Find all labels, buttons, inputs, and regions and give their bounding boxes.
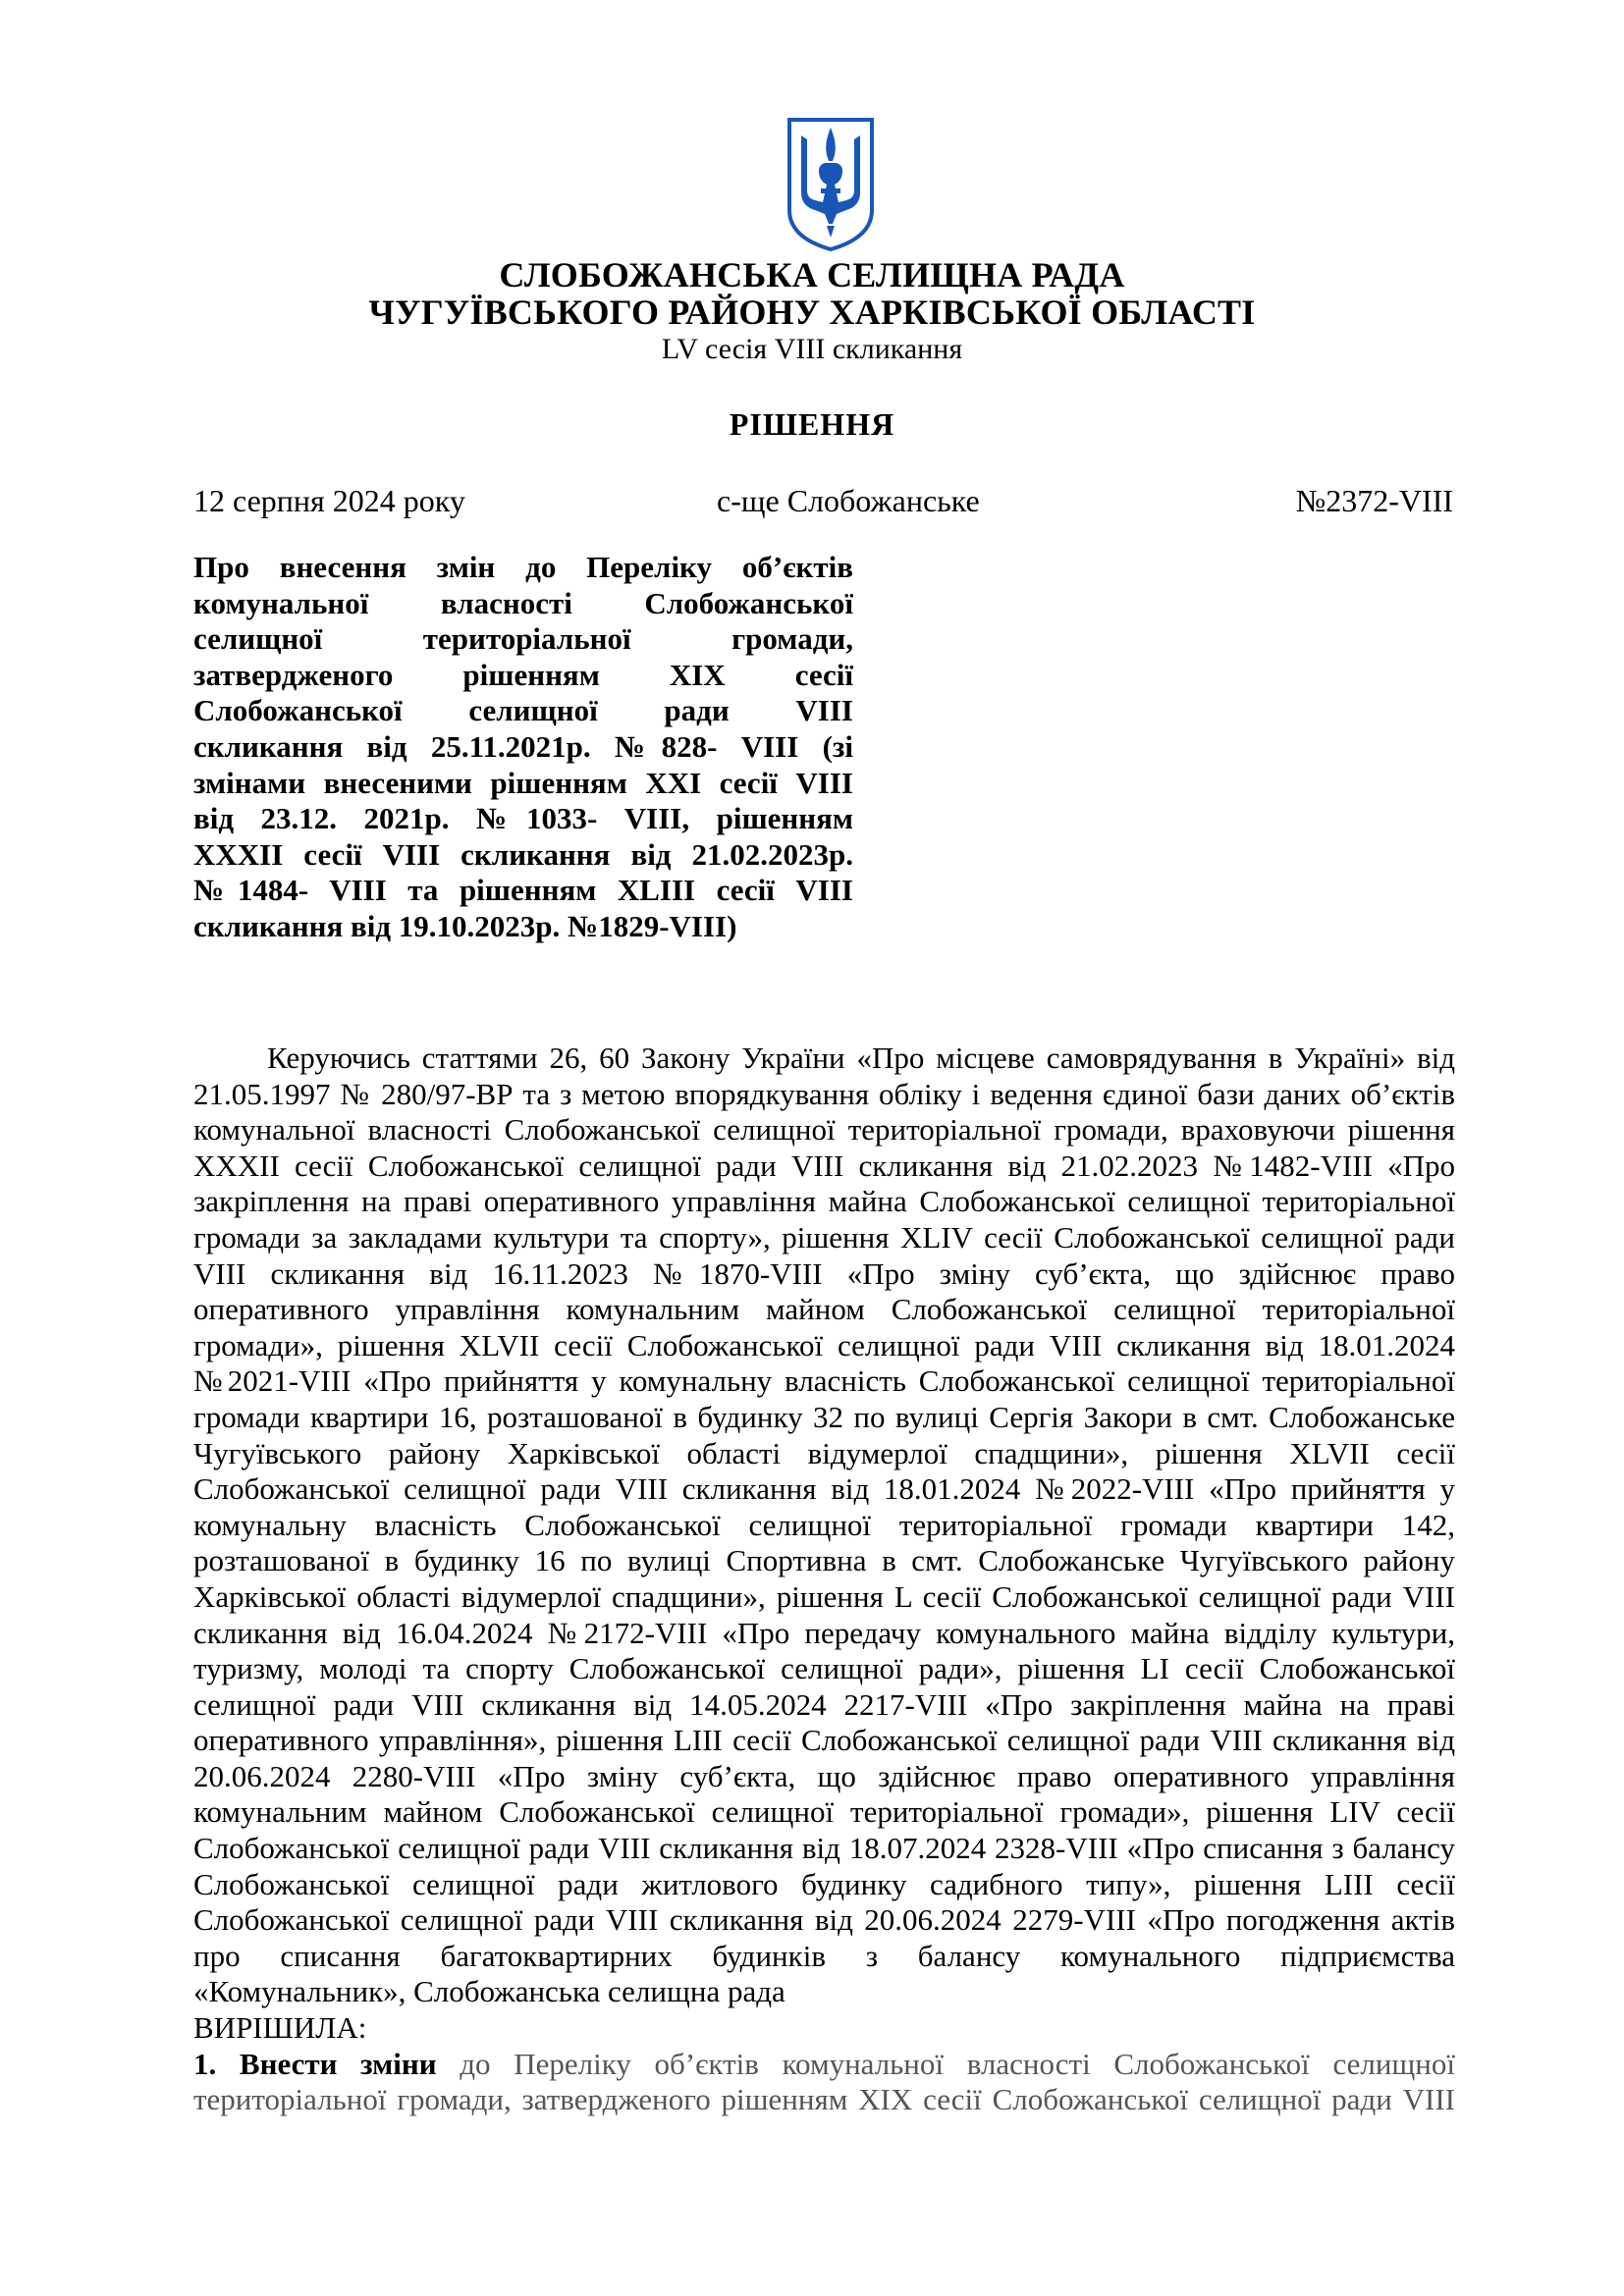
body-line: Чугуївського району Харківської області відумерлої спадщини», рішення XLVII сесії — [193, 1435, 1455, 1470]
body-line: XXXII сесії Слобожанської селищної ради VIII скликання від 21.02.2023 №1482-VIII «Про — [193, 1148, 1455, 1183]
item-1-line-2: територіальної громади, затвердженого рішенням XIX сесії Слобожанської селищної ради VIII — [193, 2082, 1455, 2117]
body-line: Керуючись статтями 26, 60 Закону України «Про місцеве самоврядування в Україні» від — [267, 1041, 1455, 1075]
body-line: про списання багатоквартирних будинків з балансу комунального підприємства — [193, 1938, 1455, 1973]
subject-line: змінами внесеними рішенням XXI сесії VIII — [193, 765, 853, 800]
subject-line: скликання від 25.11.2021р. №828- VIII (зі — [193, 728, 853, 764]
item-1-rest: до Переліку об’єктів комунальної власності Слобожанської селищної — [436, 2046, 1455, 2081]
body-line: Харківської області відумерлої спадщини», рішення L сесії Слобожанської селищної ради VIII — [193, 1578, 1455, 1614]
decision-place: с-ще Слобожанське — [717, 483, 980, 518]
body-line: 20.06.2024 2280-VIII «Про зміну суб’єкта, що здійснює право оперативного управління — [193, 1758, 1455, 1793]
body-line: оперативного управління», рішення LIII сесії Слобожанської селищної ради VIII скликання від — [193, 1723, 1455, 1758]
subject-line: XXXII сесії VIII скликання від 21.02.2023р. — [193, 836, 853, 872]
subject-line: скликання від 19.10.2023р. №1829-VIII) — [193, 908, 737, 943]
body-line: 21.05.1997 № 280/97-ВР та з метою впорядкування обліку і ведення єдиної бази даних об’єктів — [193, 1076, 1455, 1111]
body-line: комунальним майном Слобожанської селищної територіальної громади», рішення LIV сесії — [193, 1794, 1455, 1830]
district-name: ЧУГУЇВСЬКОГО РАЙОНУ ХАРКІВСЬКОЇ ОБЛАСТІ — [368, 293, 1256, 332]
decision-title: РІШЕННЯ — [729, 406, 895, 442]
body-line: громади за закладами культури та спорту», рішення XLIV сесії Слобожанської селищної ради — [193, 1219, 1455, 1255]
body-line: селищної ради VIII скликання від 14.05.2024 2217-VIII «Про закріплення майна на праві — [193, 1686, 1455, 1722]
body-line: туризму, молоді та спорту Слобожанської селищної ради», рішення LI сесії Слобожанської — [193, 1651, 1455, 1686]
council-name: СЛОБОЖАНСЬКА СЕЛИЩНА РАДА — [499, 255, 1125, 294]
body-line: комунальну власність Слобожанської селищної територіальної громади квартири 142, — [193, 1507, 1455, 1542]
body-line: VIII скликання від 16.11.2023 №1870-VIII «Про зміну суб’єкта, що здійснює право — [193, 1255, 1455, 1291]
item-1-line-1 — [193, 2047, 1455, 2083]
decision-date: 12 серпня 2024 року — [193, 483, 465, 518]
resolved-label: ВИРІШИЛА: — [193, 2010, 367, 2046]
coat-of-arms-icon — [785, 116, 876, 253]
body-line: громади квартири 16, розташованої в будинку 32 по вулиці Сергія Закори в смт. Слобожанське — [193, 1399, 1455, 1434]
body-line: розташованої в будинку 16 по вулиці Спортивна в смт. Слобожанське Чугуївського району — [193, 1543, 1455, 1578]
body-line: Слобожанської селищної ради VIII скликання від 18.01.2024 №2022-VIII «Про прийняття у — [193, 1471, 1455, 1507]
subject-line: затвердженого рішенням XIX сесії — [193, 657, 853, 692]
decision-preamble — [193, 1041, 1455, 2118]
session-line: LV сесія VIII скликання — [661, 333, 963, 365]
decision-subject — [193, 550, 853, 945]
body-line: скликання від 16.04.2024 №2172-VIII «Про передачу комунального майна відділу культури, — [193, 1615, 1455, 1650]
body-line: Слобожанської селищної ради житлового будинку садибного типу», рішення LIII сесії — [193, 1866, 1455, 1901]
subject-line: №1484- VIII та рішенням XLIII сесії VIII — [193, 873, 853, 908]
body-line: Слобожанської селищної ради VIII скликання від 20.06.2024 2279-VIII «Про погодження актів — [193, 1902, 1455, 1938]
body-line: Слобожанської селищної ради VIII скликання від 18.07.2024 2328-VIII «Про списання з балансу — [193, 1831, 1455, 1866]
subject-line: Про внесення змін до Переліку об’єктів — [193, 550, 853, 584]
subject-line: комунальної власності Слобожанської — [193, 585, 853, 620]
subject-line: селищної територіальної громади, — [193, 621, 853, 657]
subject-line: Слобожанської селищної ради VIII — [193, 693, 853, 728]
body-line: «Комунальник», Слобожанська селищна рада — [193, 1974, 785, 2009]
body-line: №2021-VIII «Про прийняття у комунальну власність Слобожанської селищної територіальної — [193, 1363, 1455, 1399]
body-line: закріплення на праві оперативного управління майна Слобожанської селищної територіальної — [193, 1184, 1455, 1219]
decision-number: №2372-VIII — [1295, 483, 1453, 518]
body-line: комунальної власності Слобожанської селищної територіальної громади, враховуючи рішення — [193, 1112, 1455, 1148]
item-1-bold: 1. Внести зміни — [193, 2046, 437, 2081]
body-line: оперативного управління комунальним майном Слобожанської селищної територіальної — [193, 1292, 1455, 1327]
body-line: громади», рішення XLVII сесії Слобожанської селищної ради VIII скликання від 18.01.2024 — [193, 1327, 1455, 1362]
subject-line: від 23.12. 2021р. №1033- VIII, рішенням — [193, 801, 853, 836]
